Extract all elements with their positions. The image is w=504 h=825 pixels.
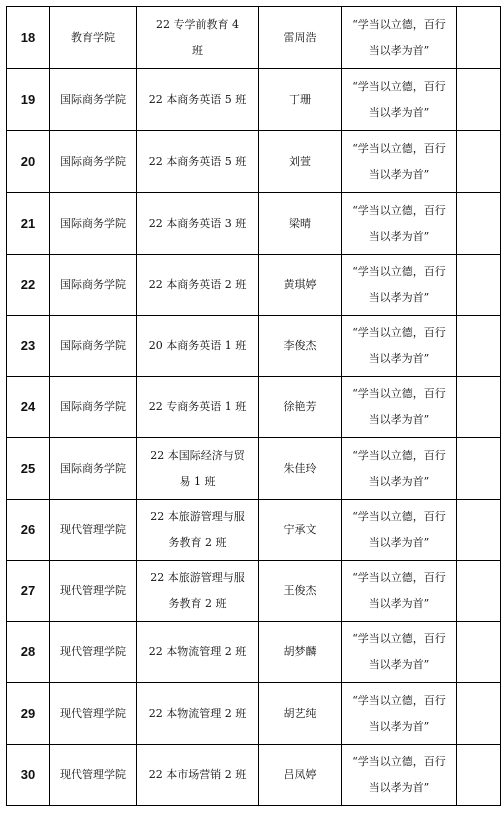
class-name: [137, 7, 259, 69]
empty-cell: [457, 745, 501, 806]
college-name: 现代管理学院: [50, 745, 137, 806]
motto-quote-line: 当以孝为首”: [368, 167, 430, 181]
table-row: [7, 316, 501, 377]
class-name-line: 22 本物流管理 2 班: [148, 706, 247, 720]
row-number: 21: [7, 193, 50, 255]
empty-cell: [457, 683, 501, 745]
student-name: 吕凤婷: [259, 745, 342, 806]
student-name: 梁晴: [259, 193, 342, 255]
college-name: 国际商务学院: [50, 377, 137, 438]
class-name-line: 22 专学前教育 4: [156, 17, 239, 31]
motto-quote-line: “学当以立德，百行: [352, 387, 446, 400]
class-name: [137, 500, 259, 561]
motto-quote-line: “学当以立德，百行: [352, 265, 446, 278]
motto-quote-line: “学当以立德，百行: [352, 326, 446, 339]
table-row: [7, 622, 501, 683]
empty-cell: [457, 255, 501, 316]
empty-cell: [457, 500, 501, 561]
class-name: [137, 316, 259, 377]
student-name: 雷周浩: [259, 7, 342, 69]
class-name-line: 22 本商务英语 5 班: [148, 154, 247, 168]
college-name: 现代管理学院: [50, 500, 137, 561]
motto-quote-line: 当以孝为首”: [368, 352, 430, 365]
class-name-line: 22 本旅游管理与服: [150, 571, 245, 584]
class-name-line: 20 本商务英语 1 班: [148, 339, 247, 352]
class-name: [137, 745, 259, 806]
table-row: [7, 131, 501, 193]
college-name: 国际商务学院: [50, 316, 137, 377]
motto-quote-line: “学当以立德，百行: [352, 632, 446, 645]
table-row: [7, 377, 501, 438]
college-name: 现代管理学院: [50, 683, 137, 745]
motto-quote: [342, 500, 457, 561]
class-name: [137, 561, 259, 622]
motto-quote-line: “学当以立德，百行: [352, 203, 446, 217]
class-name: [137, 255, 259, 316]
student-name: 王俊杰: [259, 561, 342, 622]
empty-cell: [457, 131, 501, 193]
table-row: [7, 683, 501, 745]
motto-quote-line: “学当以立德，百行: [352, 448, 446, 462]
motto-quote: [342, 7, 457, 69]
table-row: [7, 745, 501, 806]
row-number: 18: [7, 7, 50, 69]
class-name-line: 易 1 班: [179, 474, 216, 488]
class-name: [137, 622, 259, 683]
student-name: 胡艺纯: [259, 683, 342, 745]
row-number: 22: [7, 255, 50, 316]
college-name: 国际商务学院: [50, 69, 137, 131]
empty-cell: [457, 69, 501, 131]
empty-cell: [457, 316, 501, 377]
motto-quote: [342, 745, 457, 806]
table-row: [7, 438, 501, 500]
row-number: 24: [7, 377, 50, 438]
student-name: 朱佳玲: [259, 438, 342, 500]
motto-quote-line: 当以孝为首”: [368, 597, 430, 610]
motto-quote-line: “学当以立德，百行: [352, 755, 446, 768]
motto-quote: [342, 316, 457, 377]
empty-cell: [457, 7, 501, 69]
student-name: 刘萱: [259, 131, 342, 193]
student-name: 丁珊: [259, 69, 342, 131]
motto-quote: [342, 193, 457, 255]
college-name: 现代管理学院: [50, 561, 137, 622]
row-number: 30: [7, 745, 50, 806]
motto-quote-line: 当以孝为首”: [368, 229, 430, 243]
row-number: 27: [7, 561, 50, 622]
college-name: 国际商务学院: [50, 438, 137, 500]
motto-quote-line: “学当以立德，百行: [352, 17, 446, 31]
motto-quote: [342, 438, 457, 500]
motto-quote: [342, 683, 457, 745]
college-name: 国际商务学院: [50, 131, 137, 193]
class-name: [137, 377, 259, 438]
class-name-line: 务教育 2 班: [168, 597, 227, 610]
motto-quote-line: 当以孝为首”: [368, 536, 430, 549]
empty-cell: [457, 438, 501, 500]
motto-quote-line: “学当以立德，百行: [352, 693, 446, 707]
row-number: 23: [7, 316, 50, 377]
motto-quote: [342, 69, 457, 131]
motto-quote: [342, 561, 457, 622]
motto-quote-line: 当以孝为首”: [368, 105, 430, 119]
college-name: 国际商务学院: [50, 255, 137, 316]
row-number: 29: [7, 683, 50, 745]
college-name: 教育学院: [50, 7, 137, 69]
class-name-line: 22 本商务英语 2 班: [148, 278, 247, 291]
class-name-line: 22 本市场营销 2 班: [148, 768, 247, 781]
student-table: [6, 6, 501, 806]
table-row: [7, 69, 501, 131]
college-name: 现代管理学院: [50, 622, 137, 683]
table-row: [7, 255, 501, 316]
table-row: [7, 561, 501, 622]
row-number: 20: [7, 131, 50, 193]
motto-quote-line: “学当以立德，百行: [352, 141, 446, 155]
empty-cell: [457, 622, 501, 683]
row-number: 26: [7, 500, 50, 561]
college-name: 国际商务学院: [50, 193, 137, 255]
class-name-line: 22 本物流管理 2 班: [148, 645, 247, 658]
class-name: [137, 438, 259, 500]
class-name-line: 22 本国际经济与贸: [150, 448, 245, 462]
empty-cell: [457, 193, 501, 255]
motto-quote-line: “学当以立德，百行: [352, 571, 446, 584]
table-row: [7, 193, 501, 255]
motto-quote: [342, 131, 457, 193]
row-number: 19: [7, 69, 50, 131]
empty-cell: [457, 377, 501, 438]
class-name-line: 22 本旅游管理与服: [150, 510, 245, 523]
class-name-line: 22 本商务英语 5 班: [148, 92, 247, 106]
student-name: 黄琪婷: [259, 255, 342, 316]
motto-quote-line: “学当以立德，百行: [352, 510, 446, 523]
class-name: [137, 69, 259, 131]
motto-quote: [342, 255, 457, 316]
class-name-line: 22 本商务英语 3 班: [148, 216, 247, 230]
table-row: [7, 7, 501, 69]
student-name: 李俊杰: [259, 316, 342, 377]
student-name: 徐艳芳: [259, 377, 342, 438]
motto-quote: [342, 622, 457, 683]
motto-quote: [342, 377, 457, 438]
class-name-line: 22 专商务英语 1 班: [148, 400, 247, 413]
motto-quote-line: 当以孝为首”: [368, 781, 430, 794]
class-name-line: 班: [192, 43, 203, 57]
motto-quote-line: “学当以立德，百行: [352, 79, 446, 93]
student-table-body: [7, 7, 501, 806]
motto-quote-line: 当以孝为首”: [368, 43, 430, 57]
row-number: 25: [7, 438, 50, 500]
class-name: [137, 193, 259, 255]
empty-cell: [457, 561, 501, 622]
class-name: [137, 131, 259, 193]
motto-quote-line: 当以孝为首”: [368, 413, 430, 426]
row-number: 28: [7, 622, 50, 683]
class-name-line: 务教育 2 班: [168, 536, 227, 549]
motto-quote-line: 当以孝为首”: [368, 658, 430, 671]
class-name: [137, 683, 259, 745]
motto-quote-line: 当以孝为首”: [368, 291, 430, 304]
motto-quote-line: 当以孝为首”: [368, 719, 430, 733]
student-name: 宁承文: [259, 500, 342, 561]
student-name: 胡梦麟: [259, 622, 342, 683]
motto-quote-line: 当以孝为首”: [368, 474, 430, 488]
table-row: [7, 500, 501, 561]
